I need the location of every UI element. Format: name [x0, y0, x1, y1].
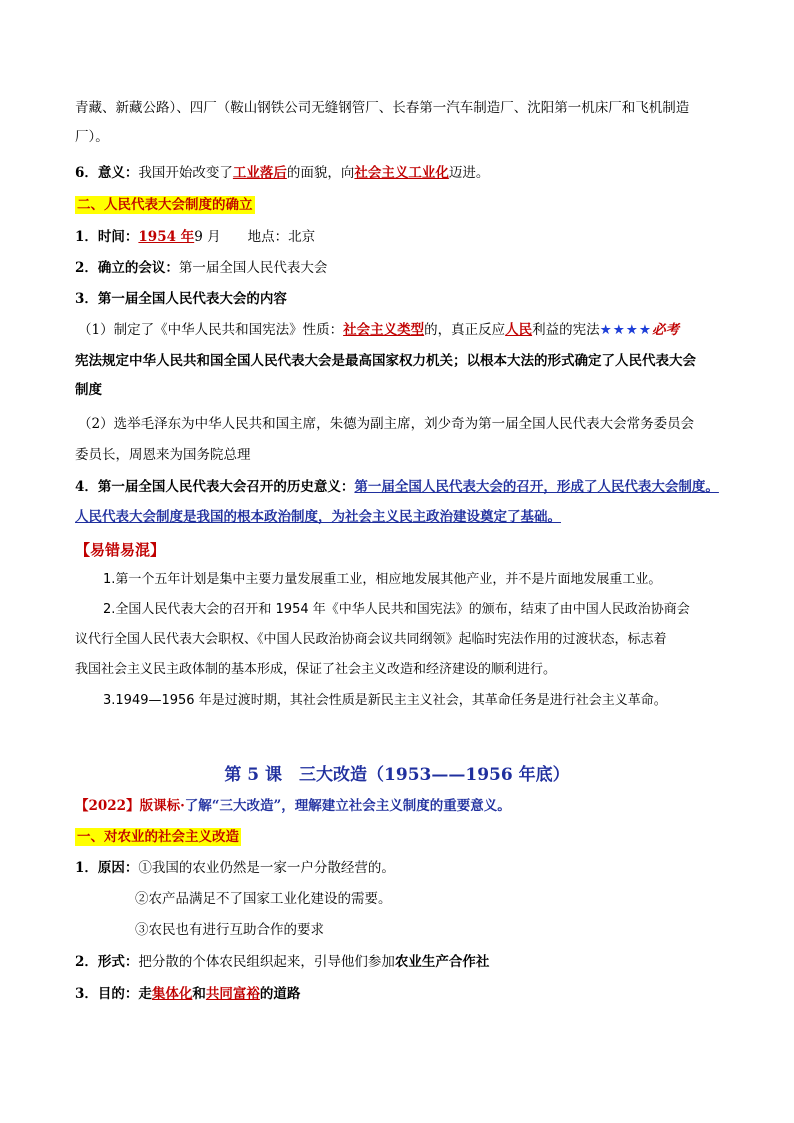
sub-1-underline-1: 社会主义类型 — [343, 322, 425, 338]
sub-1-underline-2: 人民 — [505, 322, 533, 338]
section-a-form — [75, 952, 725, 972]
goal-c: 的道路 — [259, 986, 301, 1002]
confusion-p1: 1.第一个五年计划是集中主要力量发展重工业，相应地发展其他产业，并不是片面地发展重工业。 — [103, 572, 662, 587]
curriculum-standard — [75, 796, 725, 816]
sub-1-line-1 — [78, 320, 728, 340]
standard-tag: 【2022】版课标· — [75, 798, 185, 814]
item-6-text-a: 我国开始改变了 — [138, 165, 233, 181]
section-2-item-4-line-2 — [75, 507, 725, 527]
item-6-text-c: 迈进。 — [448, 165, 490, 181]
section-2-heading-row — [75, 195, 725, 215]
intro-line-2: 厂）。 — [75, 129, 109, 145]
confusion-p2-line-2: 议代行全国人民代表大会职权、《中国人民政治协商会议共同纲领》起临时宪法作用的过渡状态，标志着 — [75, 632, 667, 647]
confusion-heading-row — [75, 540, 725, 562]
item-6-underline-2: 社会主义工业化 — [354, 165, 449, 181]
form-label: 2．形式： — [75, 954, 139, 970]
star-rating-icon: ★★★★ — [599, 322, 653, 338]
goal-underline-1: 集体化 — [151, 986, 193, 1002]
sub-1-prefix: （1）制定了《中华人民共和国宪法》性质： — [78, 322, 344, 338]
item-1-month: 9 月 — [194, 229, 221, 245]
item-6-text-b: 的面貌，向 — [286, 165, 355, 181]
confusion-p2-line-3: 我国社会主义民主政体制的基本形成，保证了社会主义改造和经济建设的顺利进行。 — [75, 662, 557, 677]
sub-1-line-2: 宪法规定中华人民共和国全国人民代表大会是最高国家权力机关；以根本大法的形式确定了人民代表大会 — [75, 353, 696, 369]
section-a-reason-1 — [75, 858, 725, 878]
form-bold: 农业生产合作社 — [394, 954, 490, 970]
intro-line-1: 青藏、新藏公路）、四厂（鞍山钢铁公司无缝钢管厂、长春第一汽车制造厂、沈阳第一机床厂和飞机制造 — [75, 100, 690, 116]
sub-1-line-3: 制度 — [75, 382, 102, 398]
goal-b: 和 — [192, 986, 206, 1002]
confusion-p2-line-1: 2.全国人民代表大会的召开和 1954 年《中华人民共和国宪法》的颁布，结束了由中国人民政治协商会 — [103, 602, 690, 617]
item-1-label: 1．时间： — [75, 229, 139, 245]
item-4-label: 4．第一届全国人民代表大会召开的历史意义： — [75, 479, 355, 495]
must-test-tag: 必考 — [652, 322, 680, 338]
goal-a: 走 — [138, 986, 152, 1002]
section-2-heading: 二、人民代表大会制度的确立 — [77, 197, 253, 213]
standard-text: 了解“三大改造”，理解建立社会主义制度的重要意义。 — [184, 798, 511, 814]
lesson-5-title: 第 5 课 三大改造（1953——1956 年底） — [224, 765, 570, 785]
sub-1-mid: 的，真正反应 — [424, 322, 506, 338]
section-a-heading: 一、对农业的社会主义改造 — [77, 829, 239, 845]
item-2-label: 2．确立的会议： — [75, 260, 179, 276]
section-a-reason-3: ③农民也有进行互助合作的要求 — [135, 922, 324, 938]
item-4-underline-2: 人民代表大会制度是我国的根本政治制度，为社会主义民主政治建设奠定了基础。 — [75, 509, 561, 525]
reason-label: 1．原因： — [75, 860, 139, 876]
item-2-value: 第一届全国人民代表大会 — [178, 260, 328, 276]
item-1-year: 1954 年 — [138, 229, 195, 245]
section-2-item-3: 3．第一届全国人民代表大会的内容 — [75, 291, 287, 307]
section-2-item-4 — [75, 477, 725, 497]
item-1-place: 北京 — [288, 229, 316, 245]
item-4-underline-1: 第一届全国人民代表大会的召开，形成了人民代表大会制度。 — [354, 479, 719, 495]
section-2-item-1 — [75, 227, 725, 247]
reason-1: ①我国的农业仍然是一家一户分散经营的。 — [138, 860, 395, 876]
item-6-underline-1: 工业落后 — [232, 165, 287, 181]
section-a-heading-row — [75, 827, 725, 847]
goal-label: 3．目的： — [75, 986, 139, 1002]
sub-1-tail: 利益的宪法 — [532, 322, 600, 338]
item-6-significance — [75, 163, 725, 183]
sub-2-line-2: 委员长，周恩来为国务院总理 — [75, 447, 251, 463]
confusion-heading: 【易错易混】 — [75, 541, 166, 559]
sub-2-line-1: （2）选举毛泽东为中华人民共和国主席，朱德为副主席，刘少奇为第一届全国人民代表大会常务委员会 — [78, 416, 695, 432]
goal-underline-2: 共同富裕 — [205, 986, 260, 1002]
confusion-p3: 3.1949—1956 年是过渡时期，其社会性质是新民主主义社会，其革命任务是进行社会主义革命。 — [103, 693, 667, 708]
section-a-reason-2: ②农产品满足不了国家工业化建设的需要。 — [135, 891, 392, 907]
form-text: 把分散的个体农民组织起来，引导他们参加 — [138, 954, 395, 970]
item-6-label: 6．意义： — [75, 165, 139, 181]
item-1-place-label: 地点： — [247, 229, 289, 245]
section-a-goal — [75, 984, 725, 1004]
section-2-item-2 — [75, 258, 725, 278]
